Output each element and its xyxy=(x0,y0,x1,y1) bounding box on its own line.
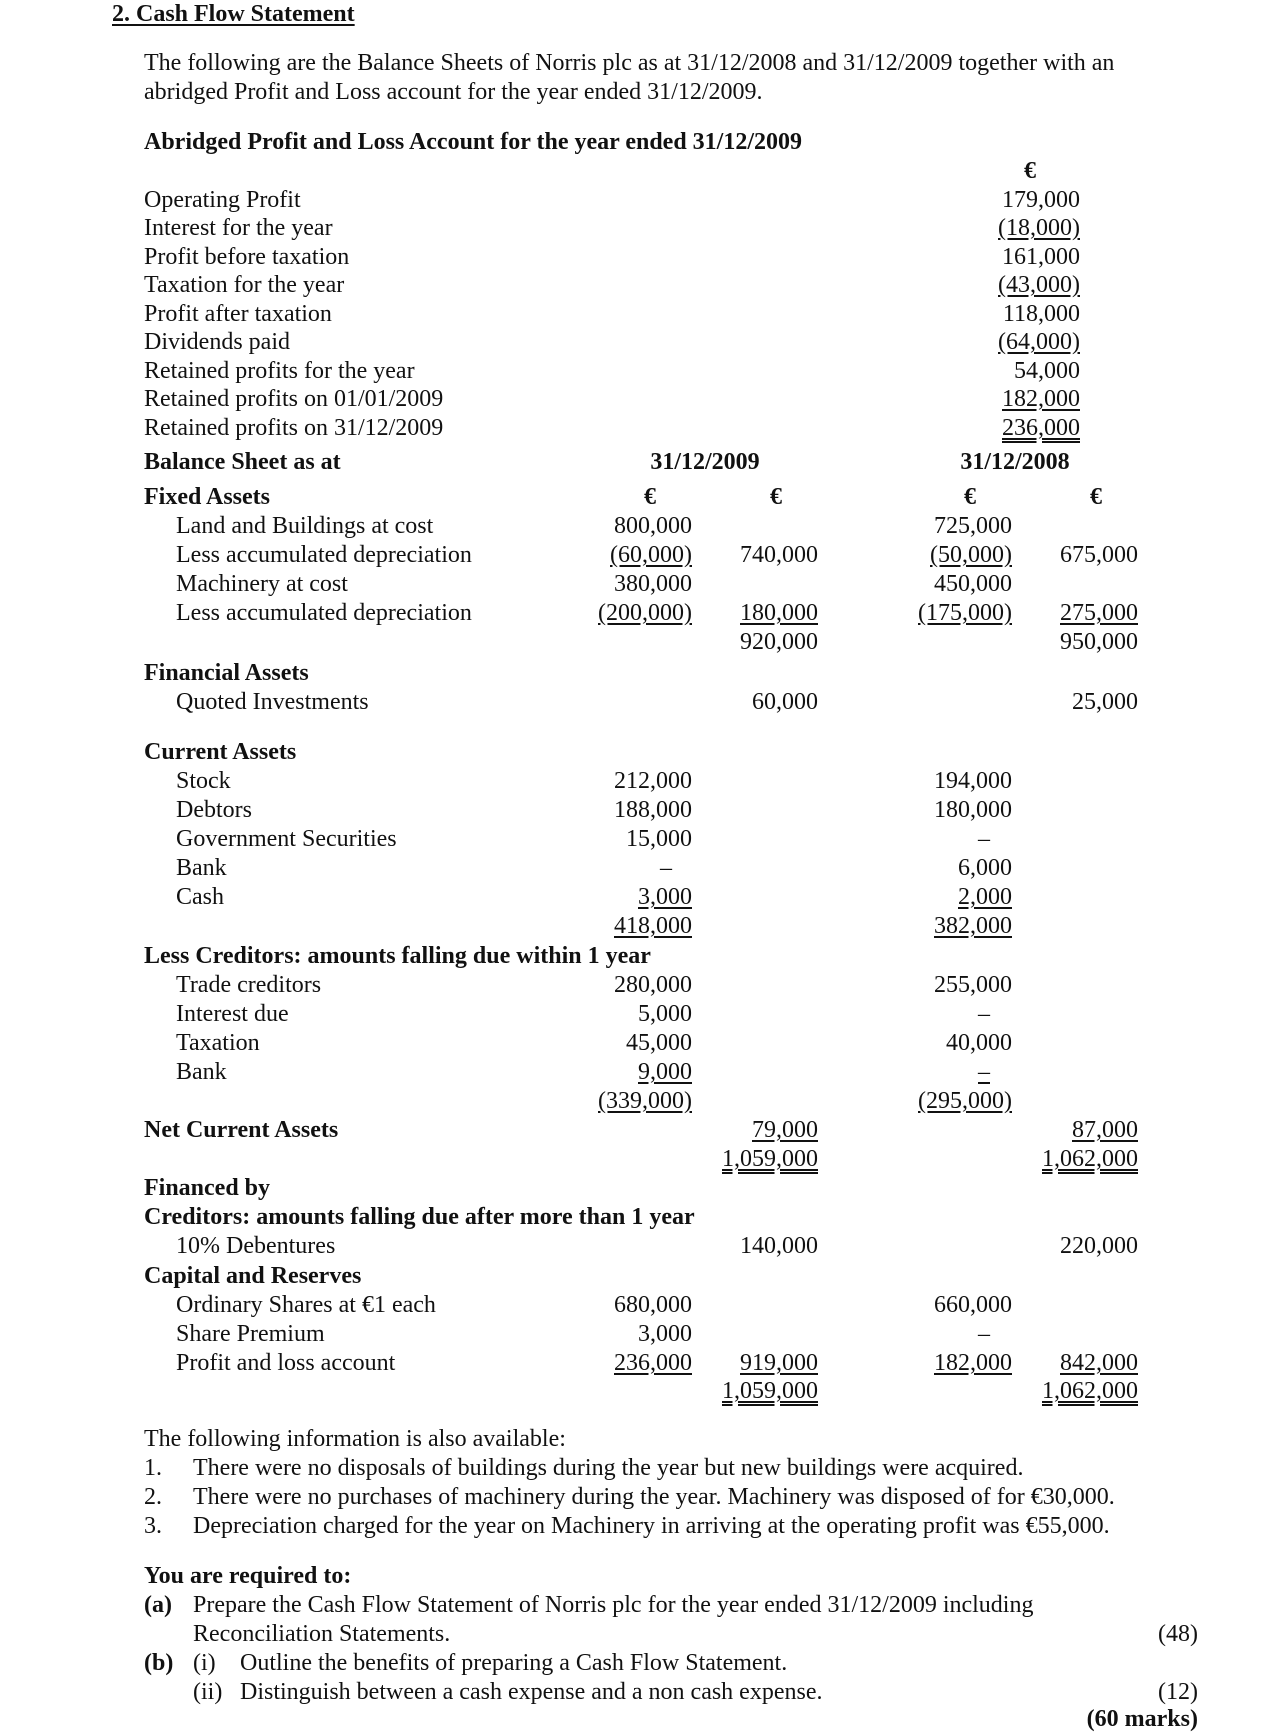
info-number: 2. xyxy=(144,1484,162,1510)
bs-date-2009: 31/12/2009 xyxy=(650,449,760,475)
value: 182,000 xyxy=(934,1350,1012,1376)
info-text: Depreciation charged for the year on Machinery in arriving at the operating profit was €55,000. xyxy=(193,1513,1110,1539)
value: 60,000 xyxy=(752,689,818,715)
pl-value: 179,000 xyxy=(1002,187,1080,213)
pl-label: Operating Profit xyxy=(144,187,301,213)
row-label: Bank xyxy=(176,1059,227,1085)
fixed-total: 920,000 xyxy=(740,629,818,655)
pl-value: (18,000) xyxy=(998,215,1080,241)
value: – xyxy=(978,1001,990,1027)
ca-total: 382,000 xyxy=(934,913,1012,939)
value: 6,000 xyxy=(958,855,1012,881)
pl-label: Retained profits for the year xyxy=(144,358,415,384)
creditors-heading: Less Creditors: amounts falling due within 1 year xyxy=(144,943,651,969)
value: 740,000 xyxy=(740,542,818,568)
part-a-text: Prepare the Cash Flow Statement of Norris plc for the year ended 31/12/2009 including xyxy=(193,1592,1034,1618)
financial-assets-heading: Financial Assets xyxy=(144,660,309,686)
value: 180,000 xyxy=(740,600,818,626)
value: 680,000 xyxy=(614,1292,692,1318)
part-a-marks: (48) xyxy=(1158,1621,1198,1647)
row-label: Trade creditors xyxy=(176,972,322,998)
value: 255,000 xyxy=(934,972,1012,998)
pl-label: Retained profits on 31/12/2009 xyxy=(144,415,444,441)
info-text: There were no disposals of buildings during the year but new buildings were acquired. xyxy=(193,1455,1024,1481)
cl-total: (295,000) xyxy=(918,1088,1012,1114)
row-label: Share Premium xyxy=(176,1321,325,1347)
total-assets: 1,059,000 xyxy=(722,1146,818,1172)
value: 450,000 xyxy=(934,571,1012,597)
current-assets-heading: Current Assets xyxy=(144,739,297,765)
value: 380,000 xyxy=(614,571,692,597)
euro-symbol: € xyxy=(644,484,656,510)
intro-line-1: The following are the Balance Sheets of Norris plc as at 31/12/2008 and 31/12/2009 together with an xyxy=(144,50,1115,76)
row-label: Cash xyxy=(176,884,224,910)
required-heading: You are required to: xyxy=(144,1563,352,1589)
creditors-long-heading: Creditors: amounts falling due after more than 1 year xyxy=(144,1204,695,1230)
bs-date-2008: 31/12/2008 xyxy=(960,449,1070,475)
pl-label: Dividends paid xyxy=(144,329,290,355)
value: 842,000 xyxy=(1060,1350,1138,1376)
pl-value: 54,000 xyxy=(1014,358,1080,384)
pl-title: Abridged Profit and Loss Account for the year ended 31/12/2009 xyxy=(144,129,803,155)
value: – xyxy=(978,1059,990,1085)
part-a-text: Reconciliation Statements. xyxy=(193,1621,451,1647)
pl-value: 236,000 xyxy=(1002,415,1080,441)
value: (60,000) xyxy=(610,542,692,568)
euro-symbol: € xyxy=(964,484,976,510)
value: 180,000 xyxy=(934,797,1012,823)
row-label: Debtors xyxy=(176,797,252,823)
row-label: Stock xyxy=(176,768,231,794)
euro-symbol: € xyxy=(1090,484,1102,510)
part-b-i-label: (i) xyxy=(193,1650,216,1676)
value: 45,000 xyxy=(626,1030,692,1056)
total-assets: 1,062,000 xyxy=(1042,1146,1138,1172)
part-b-marks: (12) xyxy=(1158,1679,1198,1705)
row-label: Bank xyxy=(176,855,227,881)
pl-label: Profit after taxation xyxy=(144,301,332,327)
row-label: Ordinary Shares at €1 each xyxy=(176,1292,436,1318)
value: 2,000 xyxy=(958,884,1012,910)
value: 140,000 xyxy=(740,1233,818,1259)
total-financed: 1,059,000 xyxy=(722,1378,818,1404)
total-financed: 1,062,000 xyxy=(1042,1378,1138,1404)
row-label: Land and Buildings at cost xyxy=(176,513,434,539)
row-label: Taxation xyxy=(176,1030,260,1056)
pl-label: Retained profits on 01/01/2009 xyxy=(144,386,444,412)
value: 9,000 xyxy=(638,1059,692,1085)
value: 15,000 xyxy=(626,826,692,852)
value: – xyxy=(978,1321,990,1347)
ca-total: 418,000 xyxy=(614,913,692,939)
value: – xyxy=(978,826,990,852)
value: 194,000 xyxy=(934,768,1012,794)
info-number: 3. xyxy=(144,1513,162,1539)
value: 40,000 xyxy=(946,1030,1012,1056)
row-label: Less accumulated depreciation xyxy=(176,600,472,626)
fixed-assets-heading: Fixed Assets xyxy=(144,484,270,510)
value: 280,000 xyxy=(614,972,692,998)
value: – xyxy=(660,855,672,881)
pl-value: 161,000 xyxy=(1002,244,1080,270)
cl-total: (339,000) xyxy=(598,1088,692,1114)
pl-label: Interest for the year xyxy=(144,215,333,241)
bs-title: Balance Sheet as at xyxy=(144,449,341,475)
row-label: Quoted Investments xyxy=(176,689,369,715)
value: 800,000 xyxy=(614,513,692,539)
value: 5,000 xyxy=(638,1001,692,1027)
value: (175,000) xyxy=(918,600,1012,626)
pl-value: (43,000) xyxy=(998,272,1080,298)
total-marks: (60 marks) xyxy=(1086,1706,1198,1732)
part-b-i-text: Outline the benefits of preparing a Cash Flow Statement. xyxy=(240,1650,788,1676)
pl-value: (64,000) xyxy=(998,329,1080,355)
question-heading: 2. Cash Flow Statement xyxy=(112,1,355,27)
pl-label: Profit before taxation xyxy=(144,244,350,270)
row-label: 10% Debentures xyxy=(176,1233,336,1259)
pl-label: Taxation for the year xyxy=(144,272,345,298)
part-b-label: (b) xyxy=(144,1650,174,1676)
fixed-total: 950,000 xyxy=(1060,629,1138,655)
info-text: There were no purchases of machinery during the year. Machinery was disposed of for €30,000. xyxy=(193,1484,1115,1510)
row-label: Less accumulated depreciation xyxy=(176,542,472,568)
value: 725,000 xyxy=(934,513,1012,539)
part-b-ii-label: (ii) xyxy=(193,1679,223,1705)
pl-currency: € xyxy=(1024,158,1036,184)
euro-symbol: € xyxy=(770,484,782,510)
nca-label: Net Current Assets xyxy=(144,1117,339,1143)
value: 236,000 xyxy=(614,1350,692,1376)
value: (200,000) xyxy=(598,600,692,626)
pl-value: 182,000 xyxy=(1002,386,1080,412)
intro-line-2: abridged Profit and Loss account for the year ended 31/12/2009. xyxy=(144,79,763,105)
row-label: Interest due xyxy=(176,1001,289,1027)
value: 919,000 xyxy=(740,1350,818,1376)
value: 212,000 xyxy=(614,768,692,794)
financed-by-heading: Financed by xyxy=(144,1175,271,1201)
part-b-ii-text: Distinguish between a cash expense and a non cash expense. xyxy=(240,1679,823,1705)
value: 220,000 xyxy=(1060,1233,1138,1259)
value: 25,000 xyxy=(1072,689,1138,715)
row-label: Profit and loss account xyxy=(176,1350,396,1376)
row-label: Government Securities xyxy=(176,826,397,852)
row-label: Machinery at cost xyxy=(176,571,348,597)
info-heading: The following information is also available: xyxy=(144,1426,566,1452)
value: (50,000) xyxy=(930,542,1012,568)
pl-value: 118,000 xyxy=(1002,301,1080,327)
part-a-label: (a) xyxy=(144,1592,172,1618)
capital-reserves-heading: Capital and Reserves xyxy=(144,1263,362,1289)
value: 3,000 xyxy=(638,884,692,910)
value: 3,000 xyxy=(638,1321,692,1347)
value: 87,000 xyxy=(1072,1117,1138,1143)
info-number: 1. xyxy=(144,1455,162,1481)
value: 275,000 xyxy=(1060,600,1138,626)
value: 79,000 xyxy=(752,1117,818,1143)
value: 660,000 xyxy=(934,1292,1012,1318)
value: 188,000 xyxy=(614,797,692,823)
value: 675,000 xyxy=(1060,542,1138,568)
